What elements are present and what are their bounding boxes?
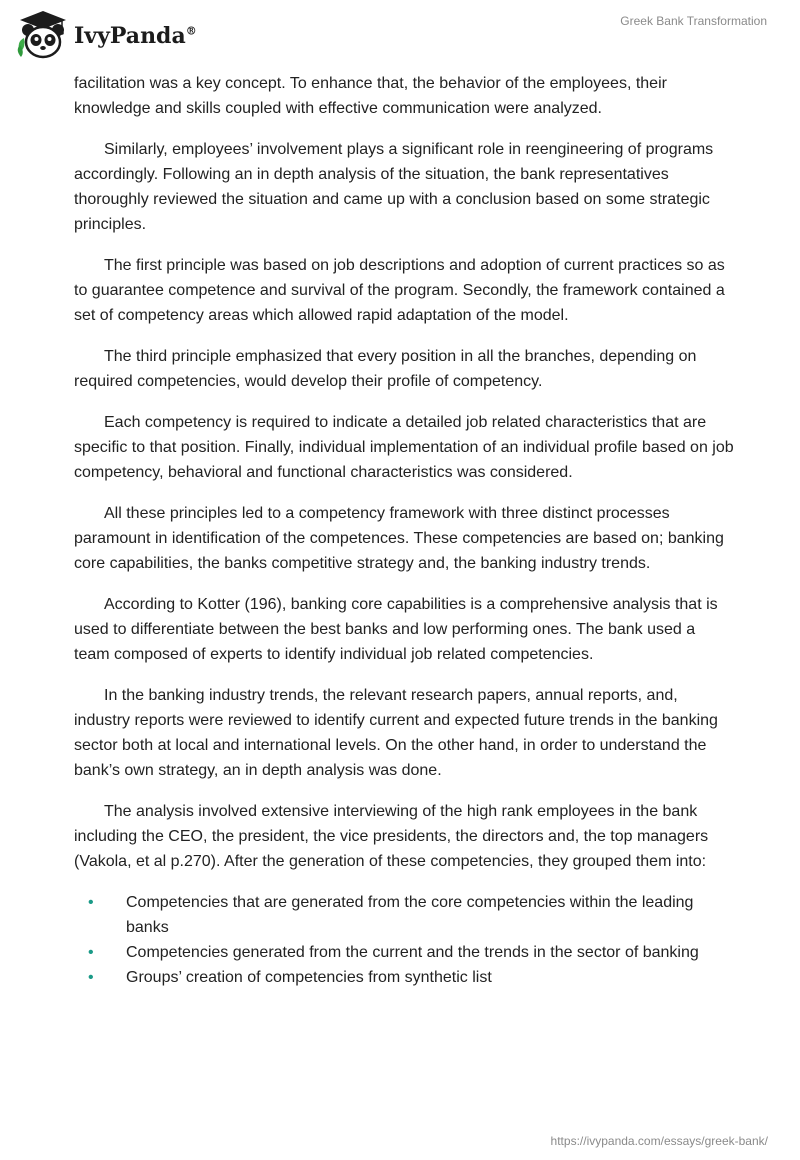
essay-body [74, 71, 734, 990]
list-item-text: Competencies generated from the current and the trends in the sector of banking [126, 944, 699, 961]
list-item [74, 965, 734, 990]
paragraph: facilitation was a key concept. To enhance that, the behavior of the employees, their knowledge and skills coupled with effective communication were analyzed. [74, 75, 667, 117]
bullet-icon: • [88, 894, 94, 911]
paragraph: Similarly, employees’ involvement plays a significant role in reengineering of programs accordingly. Following an in depth analysis of the situation, the bank representatives thoroughly reviewed the situation and came up with a conclusion based on some strategic principles. [74, 141, 714, 233]
list-item [74, 890, 734, 940]
paragraph: The first principle was based on job descriptions and adoption of current practices so as to guarantee competence and survival of the program. Secondly, the framework contained a set of competency areas which allowed rapid adaptation of the model. [74, 257, 725, 324]
list-item-text: Groups’ creation of competencies from synthetic list [126, 969, 492, 986]
list-item-text: Competencies that are generated from the core competencies within the leading banks [126, 894, 694, 936]
panda-graduate-icon [14, 8, 72, 62]
paragraph: All these principles led to a competency framework with three distinct processes paramount in identification of the competences. These competencies are based on; banking core capabilities, the banks competitive strategy and, the banking industry trends. [74, 505, 724, 572]
registered-mark: ® [185, 24, 197, 38]
paragraph: The third principle emphasized that every position in all the branches, depending on required competencies, would develop their profile of competency. [74, 348, 697, 390]
paragraph: Each competency is required to indicate a detailed job related characteristics that are specific to that position. Finally, individual implementation of an individual profile based on job competency, behavioral and functional characteristics was considered. [74, 414, 734, 481]
document-title: Greek Bank Transformation [620, 14, 767, 28]
ivypanda-logo[interactable] [14, 8, 197, 62]
logo-wordmark: IvyPanda® [74, 23, 197, 49]
bullet-icon: • [88, 944, 94, 961]
paragraph: The analysis involved extensive interviewing of the high rank employees in the bank including the CEO, the president, the vice presidents, the directors and, the top managers (Vakola, et al p.270). After the generation of these competencies, they grouped them into: [74, 803, 709, 870]
source-url[interactable]: https://ivypanda.com/essays/greek-bank/ [550, 1134, 768, 1148]
bullet-icon: • [88, 969, 94, 986]
bullet-list [74, 890, 734, 990]
paragraph: According to Kotter (196), banking core capabilities is a comprehensive analysis that is used to differentiate between the best banks and low performing ones. The bank used a team composed of experts to identify individual job related competencies. [74, 596, 718, 663]
paragraph: In the banking industry trends, the relevant research papers, annual reports, and, industry reports were reviewed to identify current and expected future trends in the banking sector both at local and international levels. On the other hand, in order to understand the bank’s own strategy, an in depth analysis was done. [74, 687, 718, 779]
page-header [0, 0, 800, 70]
list-item [74, 940, 734, 965]
